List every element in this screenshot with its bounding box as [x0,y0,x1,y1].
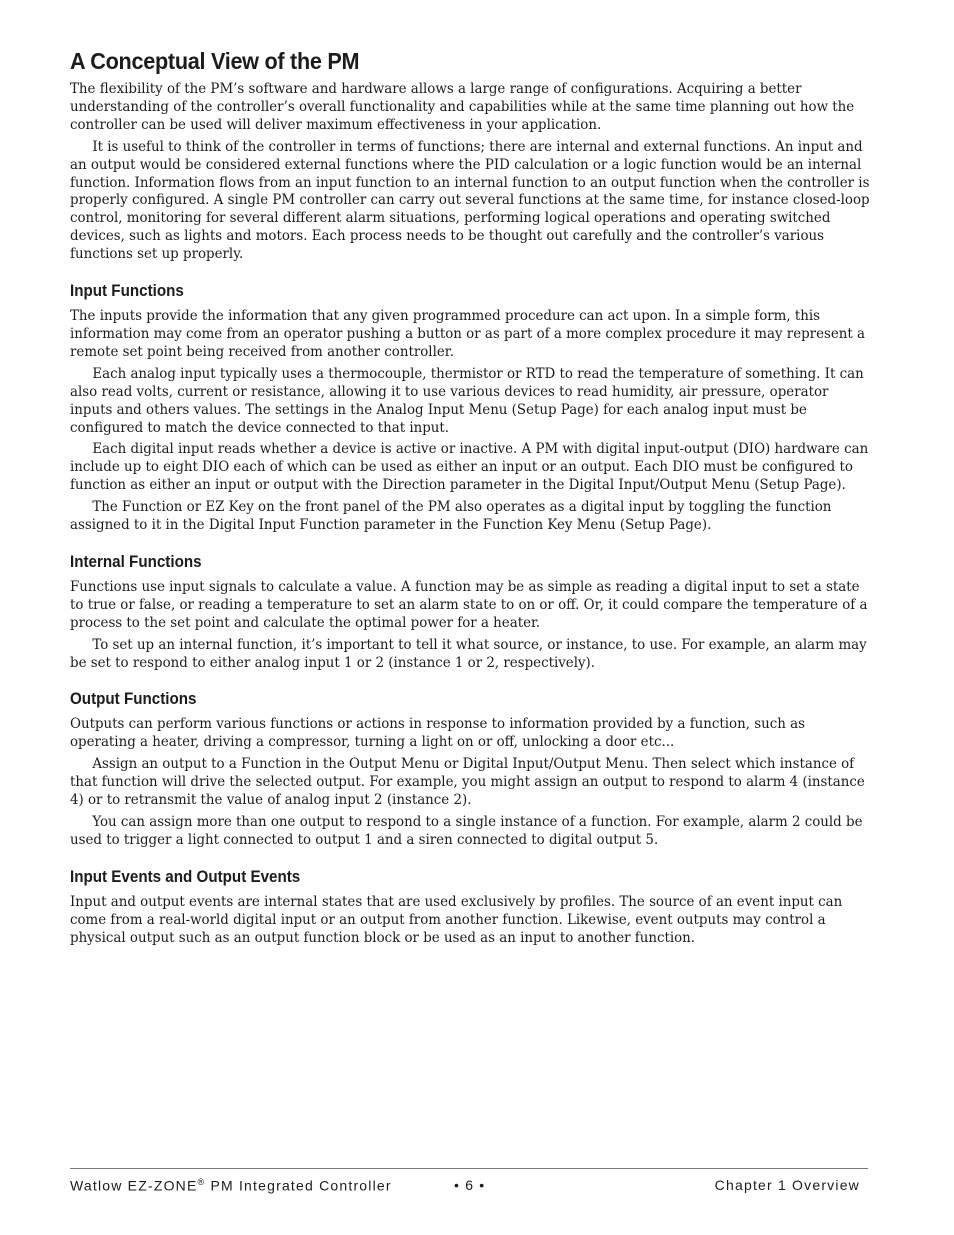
footer-chapter: Chapter 1 Overview [714,1177,860,1193]
page-content [70,48,870,952]
input-paragraph-3: Each digital input reads whether a device is active or inactive. A PM with digital input-output (DIO) hardware can include up to eight DIO each of which can be used as either an input or an output. Each DIO must be configured to function as either an input or output with the Direction parameter in the Digital Input/Output Menu (Setup Page). [70,441,869,494]
footer-product-name: PM Integrated Controller [205,1177,392,1194]
internal-functions-heading: Internal Functions [70,552,202,571]
events-heading: Input Events and Output Events [70,867,301,886]
footer-brand: Watlow EZ-ZONE [70,1177,198,1194]
input-paragraph-2: Each analog input typically uses a thermocouple, thermistor or RTD to read the temperature of something. It can also read volts, current or resistance, allowing it to use various devices to read humidity, air pressure, operator inputs and others values. The settings in the Analog Input Menu (Setup Page) for each analog input must be configured to match the device connected to that input. [70,365,864,436]
page-number: • 6 • [454,1177,486,1193]
internal-paragraph-1: Functions use input signals to calculate a value. A function may be as simple as reading a digital input to set a state to true or false, or reading a temperature to set an alarm state to on or off. Or, it could compare the temperature of a process to the set point and calculate the optimal power for a heater. [70,578,868,631]
input-functions-heading: Input Functions [70,282,184,301]
footer-divider [70,1168,868,1169]
output-paragraph-1: Outputs can perform various functions or actions in response to information provided by a function, such as operating a heater, driving a compressor, turning a light on or off, unlocking a door etc... [70,716,805,751]
intro-paragraph-1: The flexibility of the PM’s software and hardware allows a large range of configurations. Acquiring a better understanding of the controller’s overall functionality and capabilities while at the same time planning out how the controller can be used will deliver maximum effectiveness in your application. [70,81,855,133]
output-functions-heading: Output Functions [70,690,197,709]
output-paragraph-3: You can assign more than one output to respond to a single instance of a function. For example, alarm 2 could be used to trigger a light connected to output 1 and a siren connected to digital output 5. [70,814,863,848]
page-title: A Conceptual View of the PM [70,48,360,74]
input-paragraph-4: The Function or EZ Key on the front panel of the PM also operates as a digital input by toggling the function assigned to it in the Digital Input Function parameter in the Function Key Menu (Setup Page). [70,499,832,534]
input-paragraph-1: The inputs provide the information that any given programmed procedure can act upon. In a simple form, this information may come from an operator pushing a button or as part of a more complex procedure it may represent a remote set point being received from another controller. [70,308,866,360]
events-paragraph-1: Input and output events are internal states that are used exclusively by profiles. The source of an event input can come from a real-world digital input or an output from another function. Likewise, event outputs may control a physical output such as an output function block or be used as an input to another function. [70,893,843,946]
footer-product [70,1177,392,1194]
output-paragraph-2: Assign an output to a Function in the Output Menu or Digital Input/Output Menu. Then select which instance of that function will drive the selected output. For example, you might assign an output to respond to alarm 4 (instance 4) or to retransmit the value of analog input 2 (instance 2). [70,756,865,809]
page-footer [70,1177,860,1195]
intro-paragraph-2: It is useful to think of the controller in terms of functions; there are internal and external functions. An input and an output would be considered external functions where the PID calculation or a logic function would be an internal function. Information flows from an input function to an internal function to an output function when the controller is properly configured. A single PM controller can carry out several functions at the same time, for instance closed-loop control, monitoring for several different alarm situations, performing logical operations and operating switched devices, such as lights and motors. Each process needs to be thought out carefully and the controller’s various functions set up properly. [70,138,870,263]
internal-paragraph-2: To set up an internal function, it’s important to tell it what source, or instance, to use. For example, an alarm may be set to respond to either analog input 1 or 2 (instance 1 or 2, respectively). [70,636,867,671]
registered-mark: ® [197,1177,206,1187]
